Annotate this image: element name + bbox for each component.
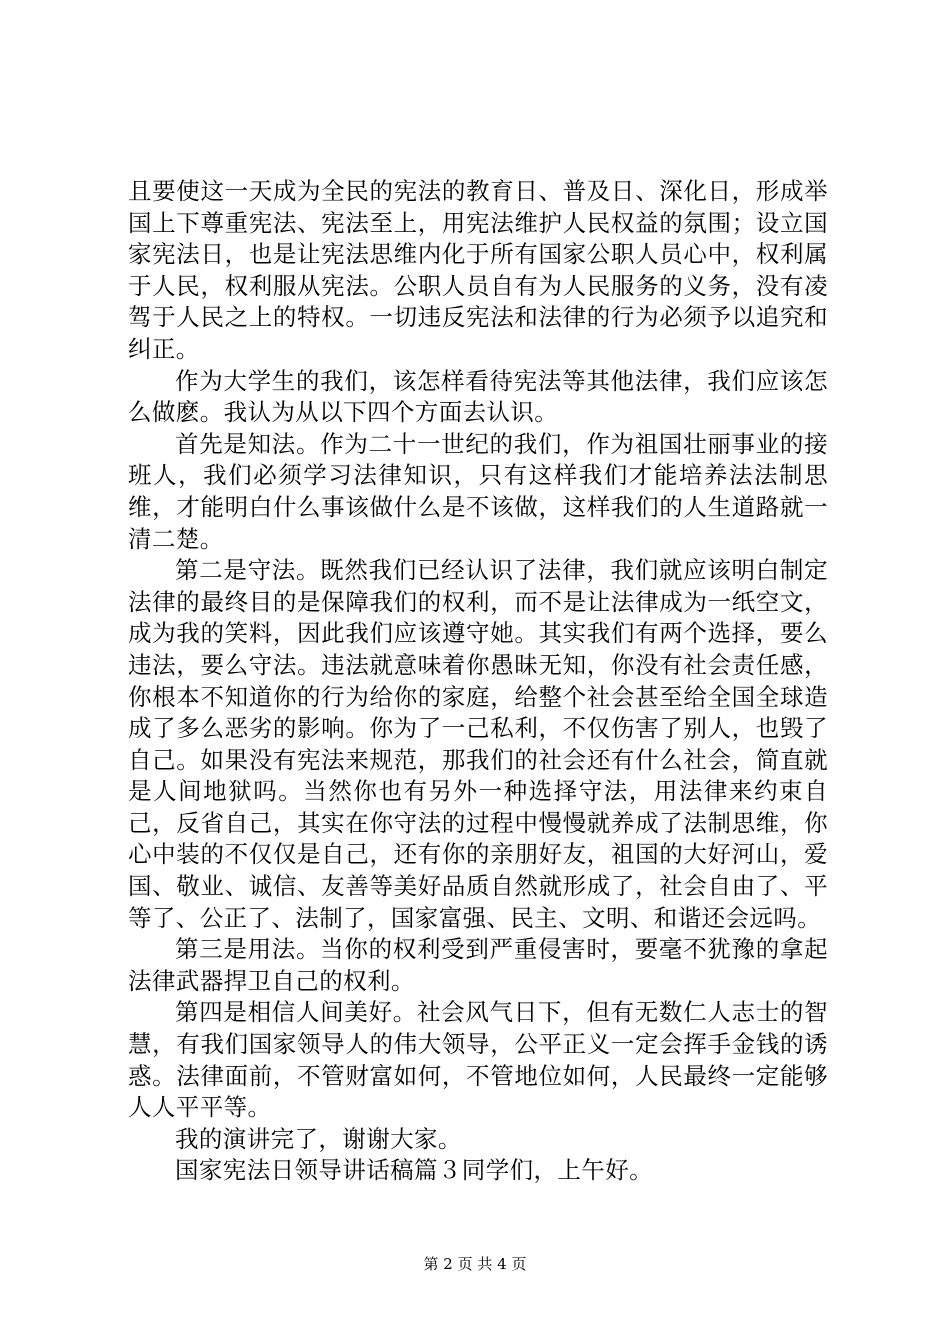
paragraph-7: 我的演讲完了，谢谢大家。 bbox=[175, 1124, 462, 1153]
paragraph-4: 第二是守法。既然我们已经认识了法律，我们就应该明白制定法律的最终目的是保障我们的权利，而不是让法律成为一纸空文，成为我的笑料，因此我们应该遵守她。其实我们有两个选择，要么违法，要么守法。违法就意味着你愚昧无知，你没有社会责任感，你根本不知道你的行为给你的家庭，给整个社会甚至给全国全球造成了多么恶劣的影响。你为了一己私利，不仅伤害了别人，也毁了自己。如果没有宪法来规范，那我们的社会还有什么社会，简直就是人间地狱吗。当然你也有另外一种选择守法，用法律来约束自己，反省自己，其实在你守法的过程中慢慢就养成了法制思维，你心中装的不仅仅是自己，还有你的亲朋好友，祖国的大好河山，爱国、敬业、诚信、友善等美好品质自然就形成了，社会自由了、平等了、公正了、法制了，国家富强、民主、文明、和谐还会远吗。 bbox=[128, 556, 828, 932]
paragraph-5: 第三是用法。当你的权利受到严重侵害时，要毫不犹豫的拿起法律武器捍卫自己的权利。 bbox=[128, 935, 828, 995]
paragraph-1: 且要使这一天成为全民的宪法的教育日、普及日、深化日，形成举国上下尊重宪法、宪法至上，用宪法维护人民权益的氛围；设立国家宪法日，也是让宪法思维内化于所有国家公职人员心中，权利属于人民，权利服从宪法。公职人员自有为人民服务的义务，没有凌驾于人民之上的特权。一切违反宪法和法律的行为必须予以追究和纠正。 bbox=[128, 177, 828, 363]
page-footer bbox=[0, 1254, 950, 1274]
page-number-label: 第 2 页 共 4 页 bbox=[423, 1255, 527, 1273]
document-body bbox=[128, 176, 828, 1187]
paragraph-8: 国家宪法日领导讲话稿篇３同学们，上午好。 bbox=[175, 1156, 653, 1185]
paragraph-6: 第四是相信人间美好。社会风气日下，但有无数仁人志士的智慧，有我们国家领导人的伟大领导，公平正义一定会挥手金钱的诱惑。法律面前，不管财富如何，不管地位如何，人民最终一定能够人人平平等。 bbox=[128, 998, 828, 1122]
paragraph-3: 首先是知法。作为二十一世纪的我们，作为祖国壮丽事业的接班人，我们必须学习法律知识，只有这样我们才能培养法法制思维，才能明白什么事该做什么是不该做，这样我们的人生道路就一清二楚。 bbox=[128, 429, 828, 553]
paragraph-2: 作为大学生的我们，该怎样看待宪法等其他法律，我们应该怎么做麽。我认为从以下四个方面去认识。 bbox=[128, 366, 828, 427]
